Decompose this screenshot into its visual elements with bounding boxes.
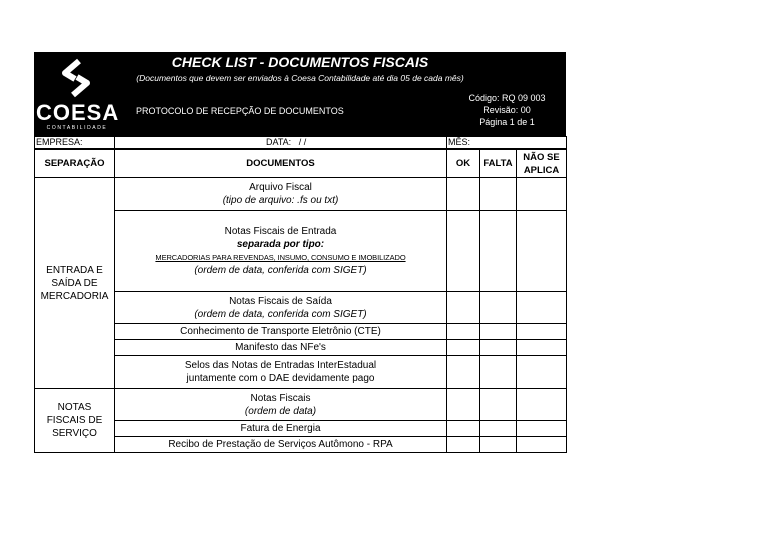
doc-stamps [115,356,447,389]
document-header [34,52,566,136]
check-not-applicable[interactable] [517,389,567,421]
month-label: MÊS: [448,137,471,147]
document-code: Código: RQ 09 003 [468,93,546,103]
col-documents: DOCUMENTOS [115,150,447,178]
coesa-logo [34,52,120,136]
logo-subtitle: CONTABILIDADE [46,125,108,131]
table-row [35,437,567,453]
check-missing[interactable] [480,437,517,453]
doc-exit-invoices [115,292,447,324]
doc-manifest: Manifesto das NFe's [115,340,447,356]
check-not-applicable[interactable] [517,211,567,292]
doc-bold-note: separada por tipo: [236,239,325,250]
check-not-applicable[interactable] [517,340,567,356]
check-not-applicable[interactable] [517,292,567,324]
table-row [35,178,567,211]
doc-label: Notas Fiscais de Entrada [224,226,337,237]
check-not-applicable[interactable] [517,356,567,389]
check-missing[interactable] [480,389,517,421]
check-not-applicable[interactable] [517,421,567,437]
check-not-applicable[interactable] [517,437,567,453]
month-field[interactable] [447,137,567,149]
date-label: DATA: [266,137,292,147]
table-row [35,389,567,421]
col-separation: SEPARAÇÃO [35,150,115,178]
check-not-applicable[interactable] [517,324,567,340]
doc-label: Selos das Notas de Entradas InterEstadual [184,360,377,371]
document-title: CHECK LIST - DOCUMENTOS FISCAIS [171,54,429,70]
table-header-row [35,150,567,178]
checklist-sheet [34,52,566,453]
check-ok[interactable] [447,356,480,389]
check-ok[interactable] [447,340,480,356]
doc-service-invoices [115,389,447,421]
check-missing[interactable] [480,178,517,211]
check-ok[interactable] [447,421,480,437]
doc-note: (ordem de data, conferida com SIGET) [194,308,367,320]
coesa-logo-mark-icon [51,57,101,99]
table-row [35,292,567,324]
doc-rpa: Recibo de Prestação de Serviços Autômono - RPA [115,437,447,453]
doc-note: (ordem de data) [244,405,317,417]
doc-entry-invoices [115,211,447,292]
doc-label: Notas Fiscais de Saída [229,295,332,307]
check-ok[interactable] [447,211,480,292]
table-row [35,340,567,356]
doc-note: (tipo de arquivo: .fs ou txt) [222,195,339,206]
doc-types: MERCADORIAS PARA REVENDAS, INSUMO, CONSUMO E IMOBILIZADO [155,253,406,262]
col-not-applicable: NÃO SE APLICA [517,150,567,178]
table-row [35,211,567,292]
checklist-table [34,149,567,453]
col-missing: FALTA [480,150,517,178]
check-ok[interactable] [447,178,480,211]
table-row [35,356,567,389]
doc-cte: Conhecimento de Transporte Eletrônio (CTE) [115,324,447,340]
check-missing[interactable] [480,324,517,340]
check-missing[interactable] [480,421,517,437]
check-ok[interactable] [447,324,480,340]
category-services: NOTAS FISCAIS DE SERVIÇO [35,389,115,453]
doc-fiscal-file [115,178,447,211]
check-missing[interactable] [480,340,517,356]
document-revision: Revisão: 00 [483,105,531,115]
doc-label: Notas Fiscais [250,392,311,404]
check-missing[interactable] [480,292,517,324]
protocol-label: PROTOCOLO DE RECEPÇÃO DE DOCUMENTOS [136,106,344,116]
category-goods: ENTRADA E SAÍDA DE MERCADORIA [35,178,115,389]
col-ok: OK [447,150,480,178]
doc-energy: Fatura de Energia [115,421,447,437]
doc-note: (ordem de data, conferida com SIGET) [194,265,367,276]
table-row [35,421,567,437]
logo-wordmark: COESA [36,100,120,125]
check-ok[interactable] [447,437,480,453]
doc-label-line2: juntamente com o DAE devidamente pago [186,373,375,384]
document-codes [452,92,562,128]
date-value: / / [298,137,307,147]
table-row [35,324,567,340]
document-subtitle: (Documentos que devem ser enviados à Coesa Contabilidade até dia 05 de cada mês) [136,73,464,83]
company-label: EMPRESA: [36,137,83,147]
check-missing[interactable] [480,356,517,389]
check-ok[interactable] [447,389,480,421]
document-page: Página 1 de 1 [479,117,535,127]
company-field[interactable] [35,137,115,149]
info-row [34,136,567,149]
date-field[interactable] [115,137,447,149]
check-not-applicable[interactable] [517,178,567,211]
check-ok[interactable] [447,292,480,324]
doc-label: Arquivo Fiscal [249,182,312,193]
check-missing[interactable] [480,211,517,292]
